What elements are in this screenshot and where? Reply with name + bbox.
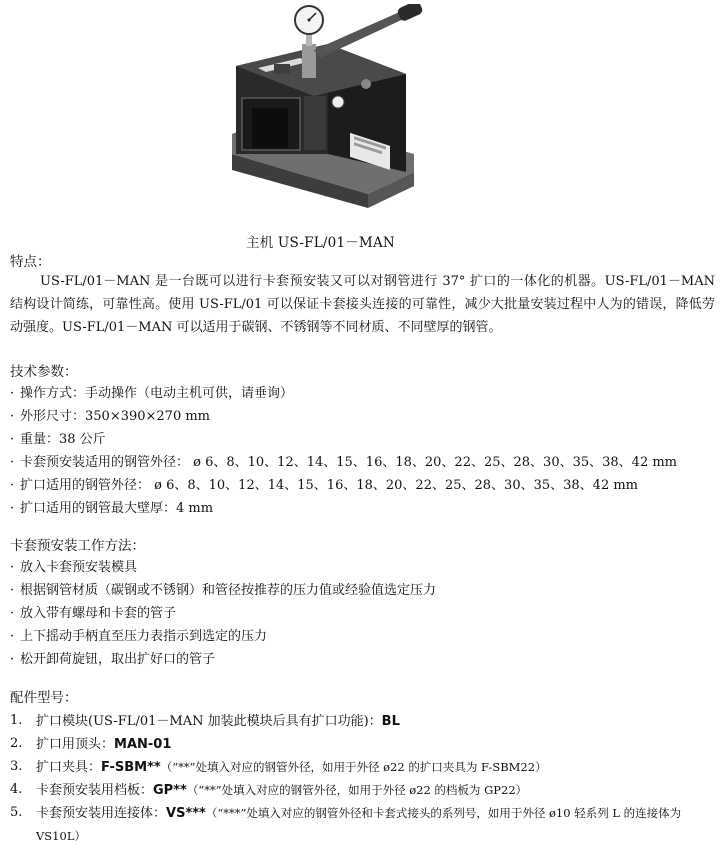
list-item: 4. 卡套预安装用档板：GP**（“**”处填入对应的钢管外径，如用于外径 ø22 的档板为 GP22） — [10, 782, 528, 798]
list-item: · 操作方式：手动操作（电动主机可供，请垂询） — [10, 386, 294, 401]
list-item: 1. 扩口模块(US-FL/01－MAN 加装此模块后具有扩口功能)：BL — [10, 713, 400, 729]
list-item: · 外形尺寸：350×390×270 mm — [10, 409, 211, 424]
features-section — [10, 250, 715, 339]
method-list — [10, 556, 715, 671]
photo-caption: 主机 US-FL/01－MAN — [246, 235, 395, 251]
list-item: · 卡套预安装适用的钢管外径： ø 6、8、10、12、14、15、16、18、20、22、25、28、30、35、38、42 mm — [10, 455, 678, 470]
parts-heading: 配件型号： — [10, 690, 78, 706]
machine-photo — [218, 4, 426, 210]
list-item: 2. 扩口用顶头：MAN-01 — [10, 736, 172, 752]
list-item: · 上下摇动手柄直至压力表指示到选定的压力 — [10, 629, 268, 644]
specs-section — [10, 360, 715, 520]
list-item: · 放入带有螺母和卡套的管子 — [10, 606, 177, 621]
list-item: · 根据钢管材质（碳钢或不锈钢）和管径按推荐的压力值或经验值选定压力 — [10, 583, 437, 598]
list-item: · 重量：38 公斤 — [10, 432, 106, 447]
features-heading: 特点： — [10, 254, 51, 270]
features-paragraph: US-FL/01－MAN 是一台既可以进行卡套预安装又可以对钢管进行 37° 扩口的一体化的机器。US-FL/01－MAN 结构设计简练，可靠性高。使用 US-FL/01 可以保证卡套接头连接的可靠性，减少大批量安装过程中人为的错误，降低劳动强度。US-FL/01－MAN 可以适用于碳钢、不锈钢等不同材质、不同壁厚的钢管。 — [10, 274, 715, 335]
list-item: · 放入卡套预安装模具 — [10, 560, 138, 575]
specs-list — [10, 382, 715, 520]
method-heading: 卡套预安装工作方法： — [10, 538, 145, 554]
list-item: 3. 扩口夹具：F-SBM**（“**”处填入对应的钢管外径，如用于外径 ø22 的扩口夹具为 F-SBM22） — [10, 759, 547, 775]
list-item: · 扩口适用的钢管最大壁厚：4 mm — [10, 501, 214, 516]
list-item: · 扩口适用的钢管外径： ø 6、8、10、12、14、15、16、18、20、22、25、28、30、35、38、42 mm — [10, 478, 639, 493]
parts-section — [10, 686, 715, 848]
method-section — [10, 534, 715, 671]
list-item: · 松开卸荷旋钮，取出扩好口的管子 — [10, 652, 216, 667]
specs-heading: 技术参数： — [10, 364, 78, 380]
parts-list — [10, 710, 715, 848]
list-item: 5. 卡套预安装用连接体：VS***（“***”处填入对应的钢管外径和卡套式接头的系列号，如用于外径 ø10 轻系列 L 的连接体为 VS10L） — [10, 805, 682, 843]
